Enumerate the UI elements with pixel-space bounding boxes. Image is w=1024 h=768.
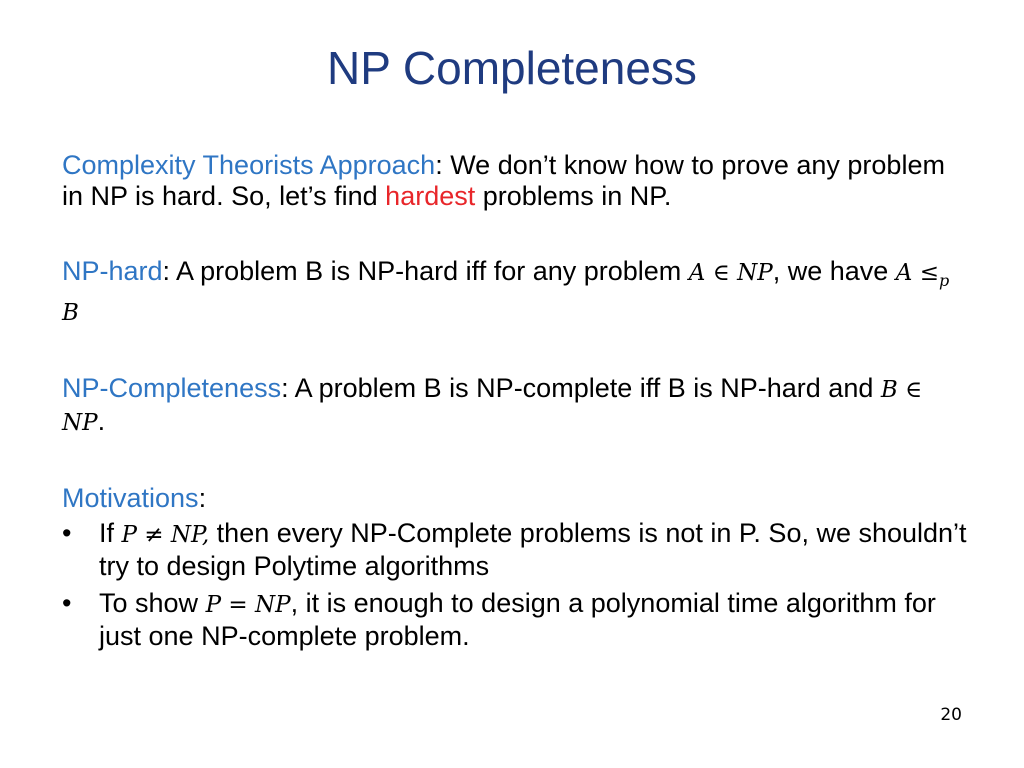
list-item bbox=[62, 518, 972, 582]
paragraph-motivations bbox=[62, 483, 972, 652]
text-segment: . bbox=[97, 406, 106, 436]
text-segment: problems in NP. bbox=[475, 181, 672, 211]
highlight-hardest: hardest bbox=[385, 181, 476, 211]
paragraph-np-hard bbox=[62, 256, 972, 329]
math-var: B bbox=[62, 300, 79, 326]
text-segment: , it is enough to design a polynomial time algorithm for just one NP-complete problem. bbox=[99, 588, 936, 651]
list-item bbox=[62, 588, 972, 652]
text-segment: : A problem B is NP-complete iff B is NP-hard and bbox=[281, 373, 881, 403]
math-symbol: ≤ bbox=[912, 260, 939, 286]
math-var: NP bbox=[737, 260, 773, 286]
term-np-hard: NP-hard bbox=[62, 256, 163, 286]
text-segment: : A problem B is NP-hard iff for any problem bbox=[162, 256, 689, 286]
paragraph-complexity-approach bbox=[62, 150, 972, 212]
math-symbol: = bbox=[221, 592, 255, 618]
term-motivations: Motivations bbox=[62, 483, 199, 513]
math-var: A bbox=[688, 260, 706, 286]
motivations-heading bbox=[62, 483, 972, 514]
math-var: NP bbox=[254, 592, 291, 618]
math-symbol: ∈ bbox=[897, 377, 923, 403]
term-complexity-approach: Complexity Theorists Approach bbox=[62, 150, 436, 180]
slide-title: NP Completeness bbox=[327, 42, 697, 94]
math-var: NP, bbox=[170, 522, 210, 548]
motivations-list bbox=[62, 518, 972, 652]
text-segment: If bbox=[99, 518, 122, 548]
bullet-icon: • bbox=[62, 518, 72, 548]
math-var: P bbox=[121, 522, 137, 548]
text-segment: , we have bbox=[772, 256, 896, 286]
slide-body bbox=[62, 150, 972, 658]
math-var: A bbox=[895, 260, 913, 286]
math-var: B bbox=[880, 377, 898, 403]
term-np-completeness: NP-Completeness bbox=[62, 373, 282, 403]
math-subscript: p bbox=[938, 271, 950, 290]
page-number: 20 bbox=[940, 705, 962, 725]
math-symbol: ≠ bbox=[137, 522, 171, 548]
bullet-icon: • bbox=[62, 588, 72, 618]
math-var: NP bbox=[62, 410, 98, 436]
paragraph-np-completeness bbox=[62, 373, 972, 439]
text-segment: To show bbox=[99, 588, 206, 618]
math-var: P bbox=[205, 592, 222, 618]
text-segment: : bbox=[198, 483, 207, 513]
text-segment: : We don’t know how to prove any problem in NP is hard. So, let’s find bbox=[62, 150, 945, 211]
text-segment: then every NP-Complete problems is not in P. So, we shouldn’t try to design Polytime algorithms bbox=[99, 518, 967, 581]
math-symbol: ∈ bbox=[705, 260, 738, 286]
